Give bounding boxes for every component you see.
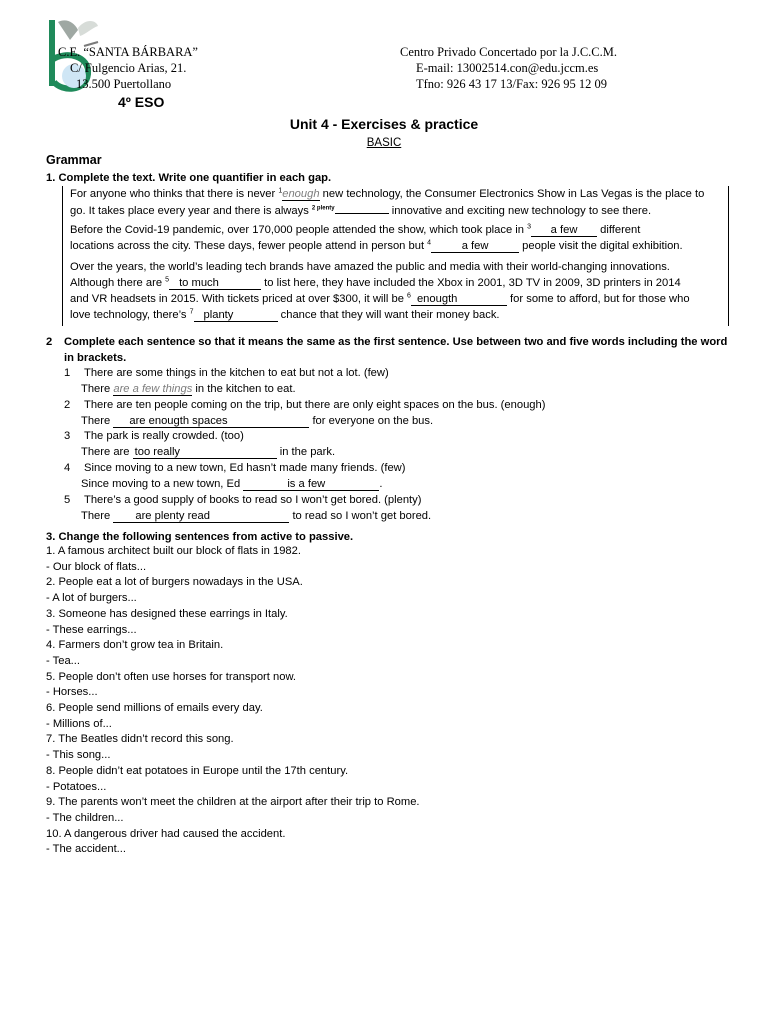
ex2-heading-cont: in brackets. [64,352,127,364]
school-address: C/ Fulgencio Arias, 21. [70,61,187,75]
ex1-right-border [728,186,729,326]
section-grammar: Grammar [46,153,102,167]
answer-6[interactable]: enougth [411,293,507,306]
ex3-line: - Potatoes... [46,780,107,793]
ex3-line: 1. A famous architect built our block of flats in 1982. [46,545,301,557]
answer-3[interactable]: a few [531,224,597,237]
ex2-response-2[interactable]: are enougth spaces [113,415,309,428]
ex3-line: - Horses... [46,686,98,699]
page-title: Unit 4 - Exercises & practice [289,116,479,132]
ex2-item-3: 3 The park is really crowded. (too) [64,430,244,442]
ex1-line8: love technology, there’s $^7$ planty chance that they will want their money back. [70,308,500,321]
ex2-item-4: 4 Since moving to a new town, Ed hasn’t made many friends. (few) [64,462,406,474]
ex2-item-1: 1 There are some things in the kitchen to eat but not a lot. (few) [64,367,389,379]
ex3-line: - These earrings... [46,623,137,636]
ex2-answer-1: There are a few things in the kitchen to eat. [81,383,296,395]
ex1-line1: For anyone who thinks that there is never $^1$enough new technology, the Consumer Electronics Show in Las Vegas is the place to [70,187,705,200]
ex1-line5: Over the years, the world’s leading tech brands have amazed the public and media with their world-changing innovations. [70,261,670,273]
ex3-line: - A lot of burgers... [46,592,137,605]
ex3-line: 9. The parents won’t meet the children at the airport after their trip to Rome. [46,796,420,809]
ex2-answer-2: There are enougth spaces for everyone on the bus. [81,415,434,427]
ex3-line: 6. People send millions of emails every day. [46,702,263,715]
ex2-answer-3: There are too really in the park. [81,446,336,458]
ex1-left-border [62,186,63,326]
ex3-line: 3. Someone has designed these earrings in Italy. [46,607,288,620]
ex3-line: 2. People eat a lot of burgers nowadays in the USA. [46,576,303,589]
ex3-line: 5. People don’t often use horses for transport now. [46,670,297,683]
ex2-item-2: 2 There are ten people coming on the trip, but there are only eight spaces on the bus. (enough) [64,399,546,411]
ex2-number: 2 [46,336,53,348]
level-label: BASIC [366,137,402,149]
ex1-line4: locations across the city. These days, fewer people attend in person but $^4$ a few people visit the digital exhibition. [70,239,683,252]
ex3-line: - Millions of... [46,717,112,730]
ex3-line: 10. A dangerous driver had caused the accident. [46,827,286,840]
grade-label: 4º ESO [118,94,165,110]
answer-4[interactable]: a few [431,240,519,253]
ex2-heading: Complete each sentence so that it means the same as the first sentence. Use between two and five words including the word [64,336,728,348]
ex2-item-5: 5 There’s a good supply of books to read so I won’t get bored. (plenty) [64,494,422,506]
ex3-line: - The children... [46,811,124,824]
ex3-heading: 3. Change the following sentences from active to passive. [46,531,354,543]
ex1-line6: Although there are $^5$ to much to list here, they have included the Xbox in 2001, 3D TV in 2009, 3D printers in 2014 [70,276,681,289]
ex2-answer-5: There are plenty read to read so I won’t get bored. [81,510,432,522]
ex3-line: 7. The Beatles didn’t record this song. [46,733,234,746]
ex1-line2: go. It takes place every year and there is always $^{2 plenty}$ innovative and exciting new technology to see there. [70,202,651,219]
ex3-line: 4. Farmers don’t grow tea in Britain. [46,639,224,652]
school-city: 13.500 Puertollano [76,77,172,91]
ex1-line3: Before the Covid-19 pandemic, over 170,000 people attended the show, which took place in $^3$ a few different [70,223,641,236]
ex3-list [46,544,420,858]
ex3-line: - Our block of flats... [46,560,147,573]
ex2-response-3[interactable]: too really [133,446,277,459]
school-name: C.E. “SANTA BÁRBARA” [58,45,198,59]
center-info: Centro Privado Concertado por la J.C.C.M. [400,45,617,59]
center-email: E-mail: 13002514.con@edu.jccm.es [416,61,599,75]
ex1-heading: 1. Complete the text. Write one quantifier in each gap. [46,172,332,184]
answer-1[interactable]: enough [282,188,320,200]
ex2-response-1[interactable]: are a few things [113,383,193,395]
ex1-line7: and VR headsets in 2015. With tickets priced at over $300, it will be $^6$ enougth for some to afford, but for those who [70,292,690,305]
answer-5[interactable]: to much [169,277,261,290]
ex3-line: - This song... [46,749,111,762]
ex3-line: 8. People didn’t eat potatoes in Europe until the 17th century. [46,764,349,777]
center-phone: Tfno: 926 43 17 13/Fax: 926 95 12 09 [416,77,607,91]
answer-7[interactable]: planty [194,309,278,322]
ex2-response-5[interactable]: are plenty read [113,510,289,523]
ex3-line: - Tea... [46,654,80,667]
ex2-response-4[interactable]: is a few [243,478,379,491]
ex3-line: - The accident... [46,843,127,856]
ex2-answer-4: Since moving to a new town, Ed is a few . [81,478,383,490]
answer-2-blank[interactable] [335,202,389,214]
